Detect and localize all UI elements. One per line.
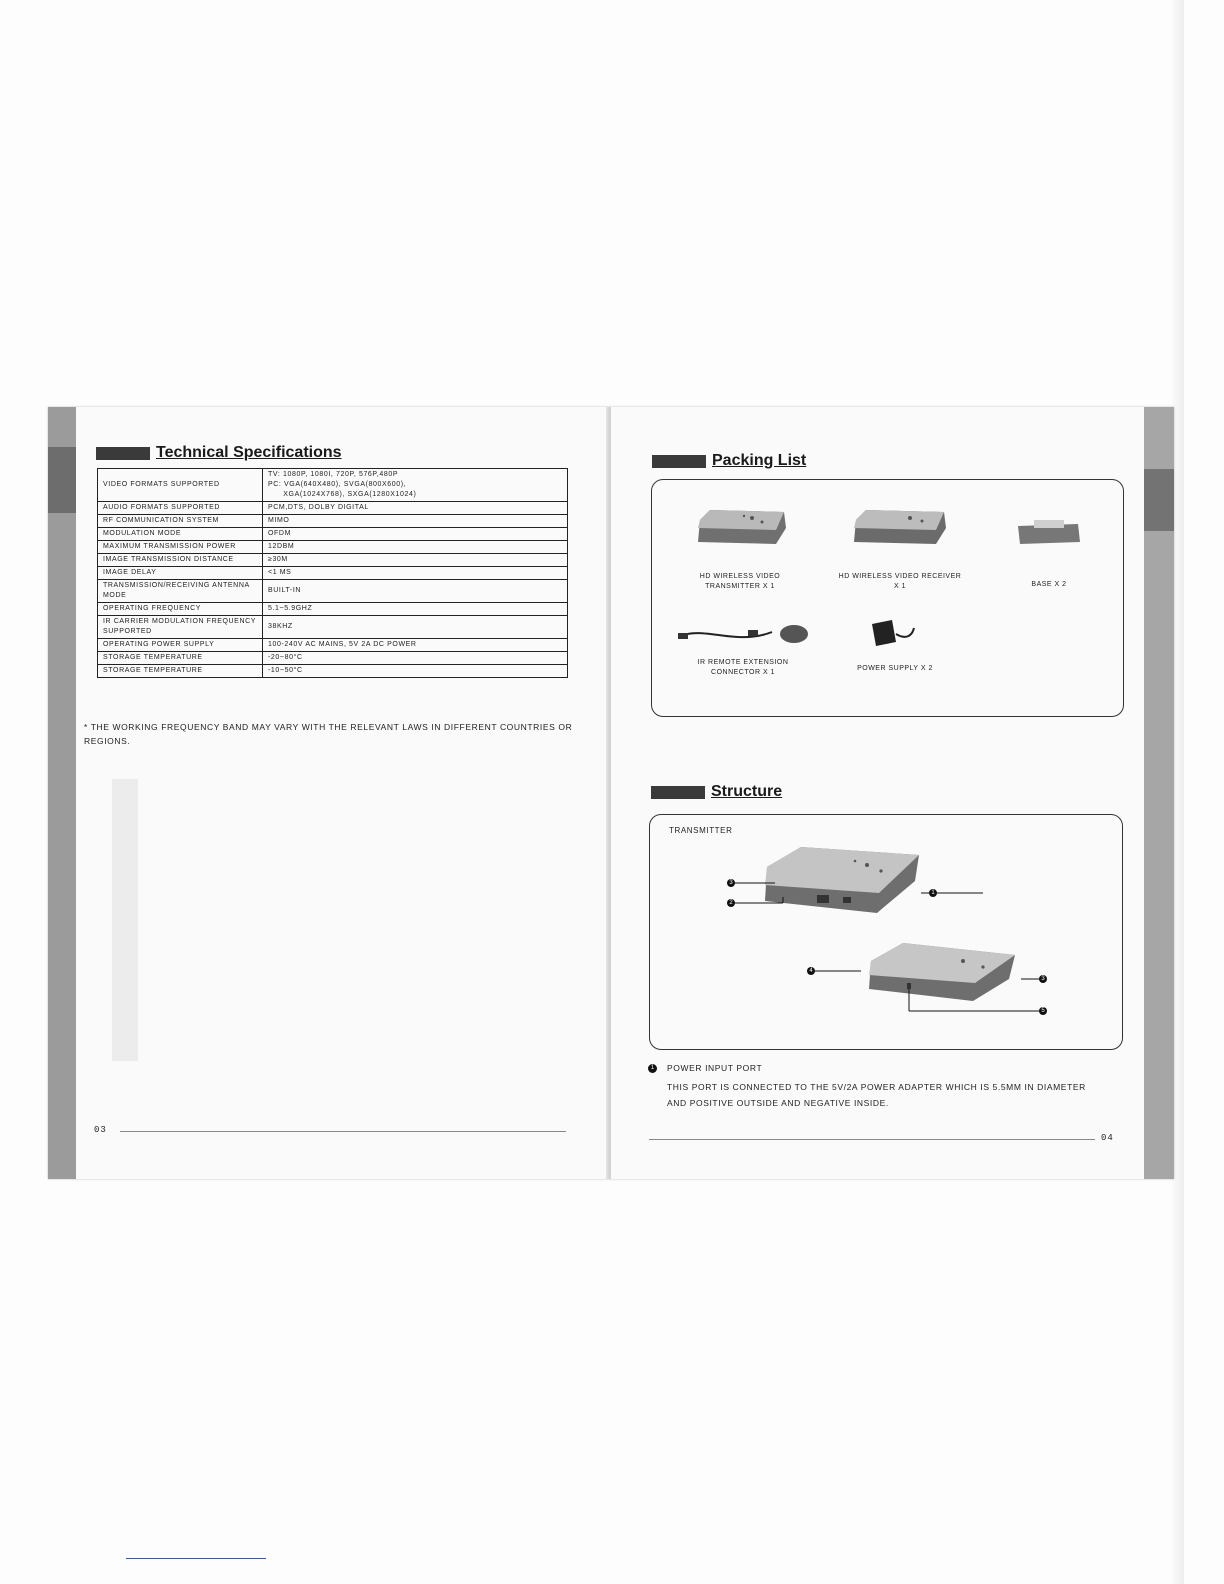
page-number-left: 03	[94, 1125, 107, 1135]
port-description: THIS PORT IS CONNECTED TO THE 5V/2A POWER ADAPTER WHICH IS 5.5MM IN DIAMETER AND POSITIVE OUTSIDE AND NEGATIVE INSIDE.	[667, 1082, 1086, 1108]
spec-table	[97, 468, 568, 678]
heading-bar	[651, 786, 705, 799]
spec-label: AUDIO FORMATS SUPPORTED	[98, 502, 263, 515]
footer-rule-right	[649, 1139, 1095, 1140]
pack-item-receiver: HD WIRELESS VIDEO RECEIVER X 1	[838, 573, 962, 590]
callout-lines	[721, 877, 1051, 1017]
spec-value: -20~80°C	[263, 652, 568, 665]
spec-value: <1 MS	[263, 567, 568, 580]
spec-label: IR CARRIER MODULATION FREQUENCY SUPPORTED	[98, 616, 263, 639]
spec-value: BUILT-IN	[263, 580, 568, 603]
packing-list-box	[651, 479, 1124, 717]
spec-value: 12DBM	[263, 541, 568, 554]
callout-4: 4	[807, 967, 815, 975]
spec-label: RF COMMUNICATION SYSTEM	[98, 515, 263, 528]
left-edge-band	[48, 407, 76, 1179]
callout-1: 1	[929, 889, 937, 897]
spec-value: 100-240V AC MAINS, 5V 2A DC POWER	[263, 639, 568, 652]
spec-row	[98, 652, 568, 665]
callout-3-front: 3	[727, 879, 735, 887]
base-image	[1014, 514, 1084, 548]
pack-item-transmitter: HD WIRELESS VIDEO TRANSMITTER X 1	[699, 573, 781, 590]
spec-value: 5.1~5.9GHZ	[263, 603, 568, 616]
spec-row	[98, 528, 568, 541]
tech-spec-heading	[96, 444, 342, 462]
spec-row	[98, 515, 568, 528]
spec-row	[98, 616, 568, 639]
scan-underline-mark	[126, 1558, 266, 1559]
spec-label: MODULATION MODE	[98, 528, 263, 541]
spec-label: MAXIMUM TRANSMISSION POWER	[98, 541, 263, 554]
spec-value: 38KHZ	[263, 616, 568, 639]
receiver-image	[848, 506, 948, 548]
footnote: * THE WORKING FREQUENCY BAND MAY VARY WITH THE RELEVANT LAWS IN DIFFERENT COUNTRIES OR REGIONS.	[84, 722, 573, 746]
spec-value: PCM,DTS, DOLBY DIGITAL	[263, 502, 568, 515]
port-number-badge: 1	[648, 1064, 657, 1073]
packing-title: Packing List	[712, 452, 807, 469]
footer-rule-left	[120, 1131, 566, 1132]
callout-2: 2	[727, 899, 735, 907]
spec-value: ≥30M	[263, 554, 568, 567]
spec-value: TV: 1080P, 1080I, 720P, 576P,480P PC: VGA(640X480), SVGA(800X600), XGA(1024X768), SXGA(1280X1024)	[263, 469, 568, 502]
right-page	[611, 407, 1174, 1179]
port-title: POWER INPUT PORT	[667, 1063, 763, 1073]
ir-extension-image	[676, 616, 816, 652]
packing-heading	[652, 452, 806, 470]
left-page	[48, 407, 608, 1179]
spec-label: IMAGE TRANSMISSION DISTANCE	[98, 554, 263, 567]
spec-label: TRANSMISSION/RECEIVING ANTENNA MODE	[98, 580, 263, 603]
spec-label: OPERATING FREQUENCY	[98, 603, 263, 616]
power-supply-image	[862, 614, 922, 652]
spec-label: STORAGE TEMPERATURE	[98, 665, 263, 678]
spec-row	[98, 665, 568, 678]
spec-value: MIMO	[263, 515, 568, 528]
spec-row	[98, 541, 568, 554]
spec-row	[98, 639, 568, 652]
spec-label: VIDEO FORMATS SUPPORTED	[98, 469, 263, 502]
spec-value: -10~50°C	[263, 665, 568, 678]
heading-bar	[652, 455, 706, 468]
spec-row	[98, 580, 568, 603]
callout-3-rear: 3	[1039, 975, 1047, 983]
show-through-band	[112, 779, 138, 1061]
structure-heading	[651, 783, 782, 801]
structure-title: Structure	[711, 783, 783, 800]
spec-label: IMAGE DELAY	[98, 567, 263, 580]
transmitter-image	[692, 506, 788, 548]
right-edge-band	[1144, 407, 1174, 1179]
spec-row	[98, 603, 568, 616]
spec-label: OPERATING POWER SUPPLY	[98, 639, 263, 652]
spec-row	[98, 502, 568, 515]
spec-row	[98, 554, 568, 567]
spec-label: STORAGE TEMPERATURE	[98, 652, 263, 665]
pack-item-ir-extension: IR REMOTE EXTENSION CONNECTOR X 1	[697, 659, 789, 676]
booklet-spread	[48, 407, 1174, 1179]
pack-item-power-supply: POWER SUPPLY X 2	[857, 665, 933, 672]
tech-spec-title: Technical Specifications	[156, 444, 342, 461]
pack-item-base: BASE X 2	[1031, 581, 1067, 588]
heading-bar	[96, 447, 150, 460]
callout-5: 5	[1039, 1007, 1047, 1015]
transmitter-label: TRANSMITTER	[669, 826, 733, 835]
spec-row	[98, 469, 568, 502]
page-number-right: 04	[1101, 1133, 1114, 1143]
spec-value: OFDM	[263, 528, 568, 541]
spec-row	[98, 567, 568, 580]
